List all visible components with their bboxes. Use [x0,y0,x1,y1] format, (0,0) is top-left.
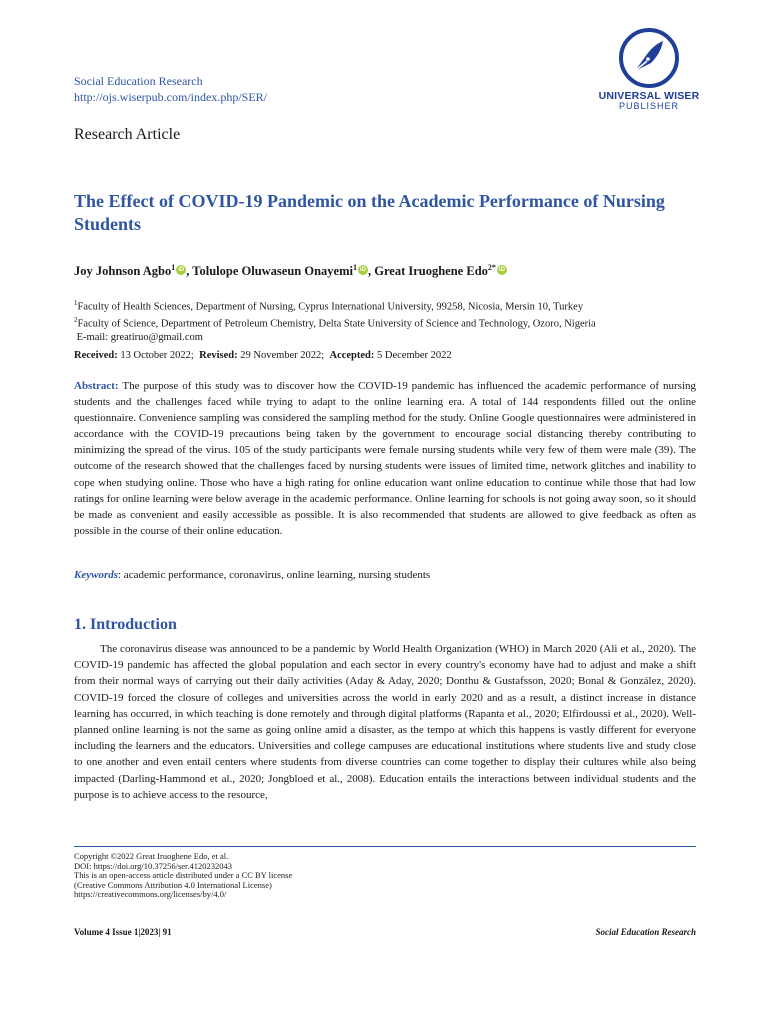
article-type: Research Article [74,126,181,143]
author-name: Tolulope Oluwaseun Onayemi [192,264,353,279]
keywords-text: : academic performance, coronavirus, online learning, nursing students [118,569,431,581]
affiliation-mark: 1 [74,299,78,307]
journal-header [74,73,267,105]
received-date: 13 October 2022; [120,350,194,361]
revised-date: 29 November 2022; [240,350,325,361]
author-name: Great Iruoghene Edo [374,264,488,279]
publisher-name: UNIVERSAL WISER [598,90,700,102]
pen-nib-logo-icon [617,27,681,89]
corresponding-email[interactable]: E-mail: greatiruo@gmail.com [76,332,203,343]
footer-volume-issue: Volume 4 Issue 1|2023| 91 [74,927,172,937]
affiliations [74,297,596,345]
publisher-logo [597,27,701,111]
keywords [74,569,430,581]
copyright-notice [74,852,292,900]
accepted-label: Accepted: [329,350,375,361]
affiliation-2: Faculty of Science, Department of Petroleum Chemistry, Delta State University of Science and Technology, Ozoro, Nigeria [77,318,596,330]
received-label: Received: [74,350,118,361]
affiliation-mark: 2 [74,316,78,324]
footnote-divider [74,846,696,847]
doi-link[interactable]: DOI: https://doi.org/10.37256/ser.4120232043 [74,860,233,871]
journal-url-link[interactable]: http://ojs.wiserpub.com/index.php/SER/ [74,90,267,104]
revised-label: Revised: [199,350,238,361]
paper-title: The Effect of COVID-19 Pandemic on the Academic Performance of Nursing Students [74,191,665,234]
orcid-icon[interactable]: iD [178,267,185,274]
publisher-subname: PUBLISHER [618,101,680,111]
author-affiliation-mark: 2* [487,263,496,272]
license-line: This is an open-access article distributed under a CC BY license [74,870,293,881]
abstract [74,378,696,539]
abstract-label: Abstract: [74,380,119,392]
section-heading: 1. Introduction [74,616,177,633]
author-list: Joy Johnson Agbo$^1$ iD , Tolulope Oluwaseun Onayemi$^1$ iD , Great Iruoghene Edo$^{2*}$ iD [74,263,505,279]
journal-name: Social Education Research [74,74,203,88]
author-affiliation-mark: 1 [171,263,176,272]
introduction-paragraph: The coronavirus disease was announced to be a pandemic by World Health Organization (WHO) in March 2020 (Ali et al., 2020). The COVID-19 pandemic has affected the global population and each sector in every country's economy have had to adjust and make a shift from their normal ways of carrying out their daily activities (Aday & Aday, 2020; Donthu & Gustafsson, 2020; Bonal & González, 2020). COVID-19 forced the closure of colleges and universities across the world in early 2020 and as a result, a distinct increase in distance learning has occurred, in which teaching is done remotely and through digital platforms (Rapanta et al., 2020; Elfirdoussi et al., 2020). Well-planned online learning is not the same as going online amid a disaster, as the tempo at which this happens is vastly different for everyone including the learners and the educators. Universities and college campuses are educational institutions where students live and study close to one another and even entail centers where students from diverse countries can come together to display their cultures while also being impacted (Darling-Hammond et al., 2020; Jongbloed et al., 2008). Education entails the interactions between individual students and the purpose is to achieve access to the resource, [74,643,696,801]
abstract-text: The purpose of this study was to discover how the COVID-19 pandemic has influenced the academic performance of nursing students and the challenges faced while trying to adapt to the online learning era. A total of 144 respondents filled out the online questionnaire. Convenience sampling was considered the sampling method for the study. Online Google questionnaires were administered in accordance with the COVID-19 precautions being taken by the government to encourage social distancing thereby contributing to minimizing the spread of the virus. 105 of the study participants were female nursing students while very few of them were male (39). The outcome of the research showed that the challenges faced by nursing students were issues of limited time, network glitches and inability to cope when studying online. Those who have a high rating for online education want online education to continue while those that had low ratings for online learning were below average in the academic performance. Online learning for schools is not going away soon, so it should be made as convenient and easily accessible as possible. It is also recommended that students are allowed to give feedback as often as possible in the course of their online education. [74,380,696,537]
footer-journal-name: Social Education Research [595,927,696,937]
license-url-link[interactable]: https://creativecommons.org/licenses/by/4.0/ [74,889,227,900]
keywords-label: Keywords [74,569,118,581]
copyright-line: Copyright ©2022 Great Iruoghene Edo, et al. [74,851,229,861]
orcid-icon[interactable]: iD [359,267,366,274]
author-affiliation-mark: 1 [352,263,357,272]
author-name: Joy Johnson Agbo [74,264,172,279]
article-dates [74,350,452,361]
accepted-date: 5 December 2022 [377,350,452,361]
orcid-icon[interactable]: iD [498,267,505,274]
affiliation-1: Faculty of Health Sciences, Department of Nursing, Cyprus International University, 99258, Nicosia, Mersin 10, Turkey [77,301,584,313]
license-line: (Creative Commons Attribution 4.0 International License) [74,879,272,890]
